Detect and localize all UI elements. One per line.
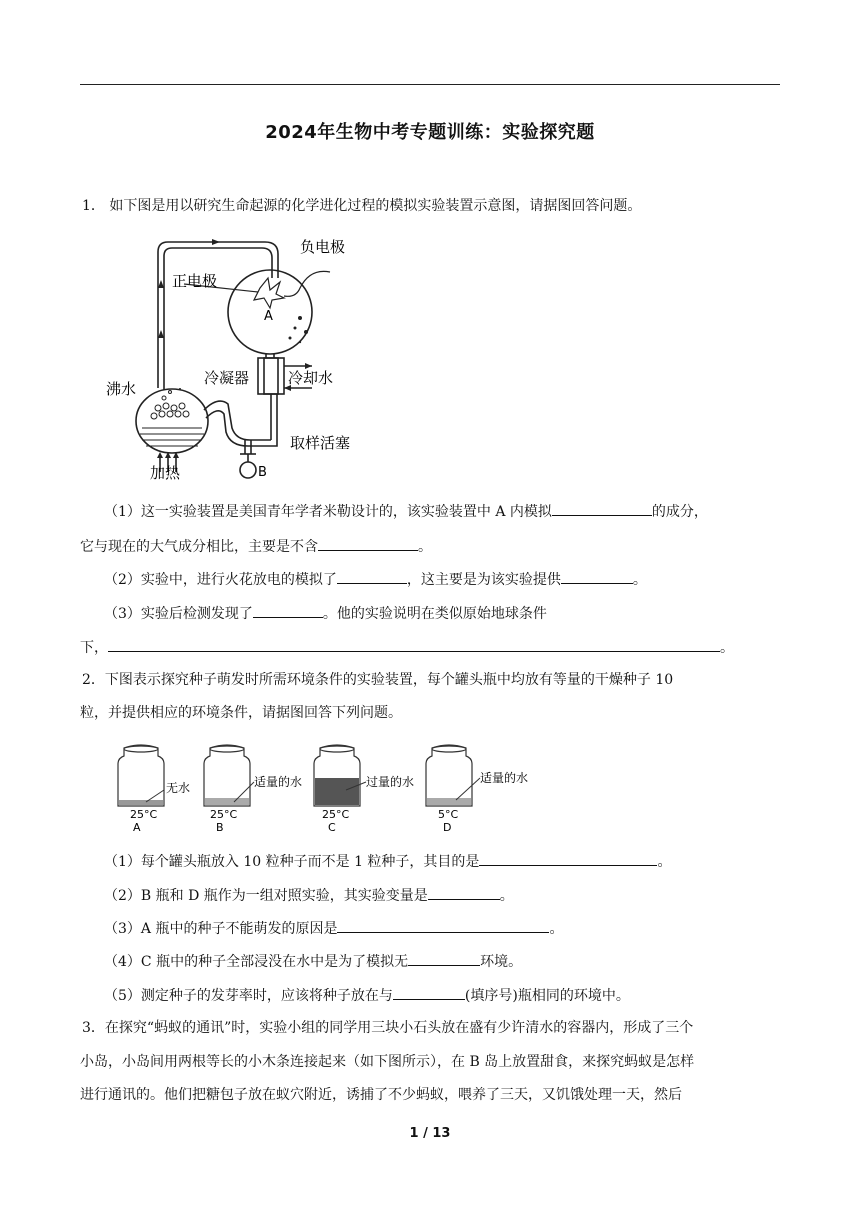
q2-s3: （3）A 瓶中的种子不能萌发的原因是 。 <box>104 917 563 939</box>
neg-electrode-label: 负电极 <box>300 238 346 256</box>
miller-apparatus-figure <box>100 228 370 480</box>
flask-b-label: B <box>258 465 267 480</box>
sampling-valve-label: 取样活塞 <box>290 434 351 452</box>
q2-s2: （2）B 瓶和 D 瓶作为一组对照实验，其实验变量是 。 <box>104 884 514 906</box>
jar-b-temp: 25°C <box>210 808 238 821</box>
q1-s3b: 下， 。 <box>80 636 734 658</box>
q2-intro-line2: 粒，并提供相应的环境条件，请据图回答下列问题。 <box>80 705 402 721</box>
jar-c-letter: C <box>328 821 336 834</box>
cooling-water-label: 冷却水 <box>288 369 334 387</box>
q2-s5: （5）测定种子的发芽率时，应该将种子放在与 (填序号)瓶相同的环境中。 <box>104 984 630 1006</box>
jar-c-temp: 25°C <box>322 808 350 821</box>
q3-line2: 小岛，小岛间用两根等长的小木条连接起来（如下图所示），在 B 岛上放置甜食，来探究蚂蚁是怎样 <box>80 1054 695 1070</box>
jar-c-label: 过量的水 <box>366 775 415 789</box>
jar-a-temp: 25°C <box>130 808 158 821</box>
pos-electrode-label: 正电极 <box>172 272 218 290</box>
q2-s4: （4）C 瓶中的种子全部浸没在水中是为了模拟无 环境。 <box>104 950 522 972</box>
q3-line1: 3．在探究“蚂蚁的通讯”时，实验小组的同学用三块小石头放在盛有少许清水的容器内，形成了三个 <box>82 1020 694 1036</box>
q1-s2: （2）实验中，进行火花放电的模拟了 ，这主要是为该实验提供 。 <box>104 568 647 590</box>
jar-a-label: 无水 <box>166 781 191 795</box>
jar-a-letter: A <box>133 821 141 834</box>
jar-b-letter: B <box>216 821 224 834</box>
flask-a-label: A <box>264 309 273 324</box>
page-title: 2024年生物中考专题训练：实验探究题 <box>265 122 595 143</box>
page-number: 1 / 13 <box>409 1126 451 1141</box>
q2-s1: （1）每个罐头瓶放入 10 粒种子而不是 1 粒种子，其目的是 。 <box>104 850 671 872</box>
boiling-water-label: 沸水 <box>106 380 137 398</box>
seed-jars-figure <box>110 742 540 834</box>
q2-intro-line1: 2．下图表示探究种子萌发时所需环境条件的实验装置，每个罐头瓶中均放有等量的干燥种子 10 <box>82 672 674 688</box>
jar-d-label: 适量的水 <box>480 771 529 785</box>
q1-intro: 1． 如下图是用以研究生命起源的化学进化过程的模拟实验装置示意图，请据图回答问题。 <box>82 198 642 214</box>
q3-line3: 进行通讯的。他们把糖包子放在蚁穴附近，诱捕了不少蚂蚁，喂养了三天，又饥饿处理一天，然后 <box>80 1087 682 1103</box>
heating-label: 加热 <box>150 464 181 480</box>
jar-b-label: 适量的水 <box>254 775 303 789</box>
jar-d-temp: 5°C <box>438 808 459 821</box>
q1-s1b: 它与现在的大气成分相比，主要是不含 。 <box>80 535 432 557</box>
condenser-label: 冷凝器 <box>204 369 250 387</box>
header-rule <box>80 84 780 85</box>
jar-d-letter: D <box>443 821 452 834</box>
q1-s1a: （1）这一实验装置是美国青年学者米勒设计的，该实验装置中 A 内模拟 的成分， <box>104 500 708 522</box>
q1-s3: （3）实验后检测发现了 。他的实验说明在类似原始地球条件 <box>104 602 547 624</box>
